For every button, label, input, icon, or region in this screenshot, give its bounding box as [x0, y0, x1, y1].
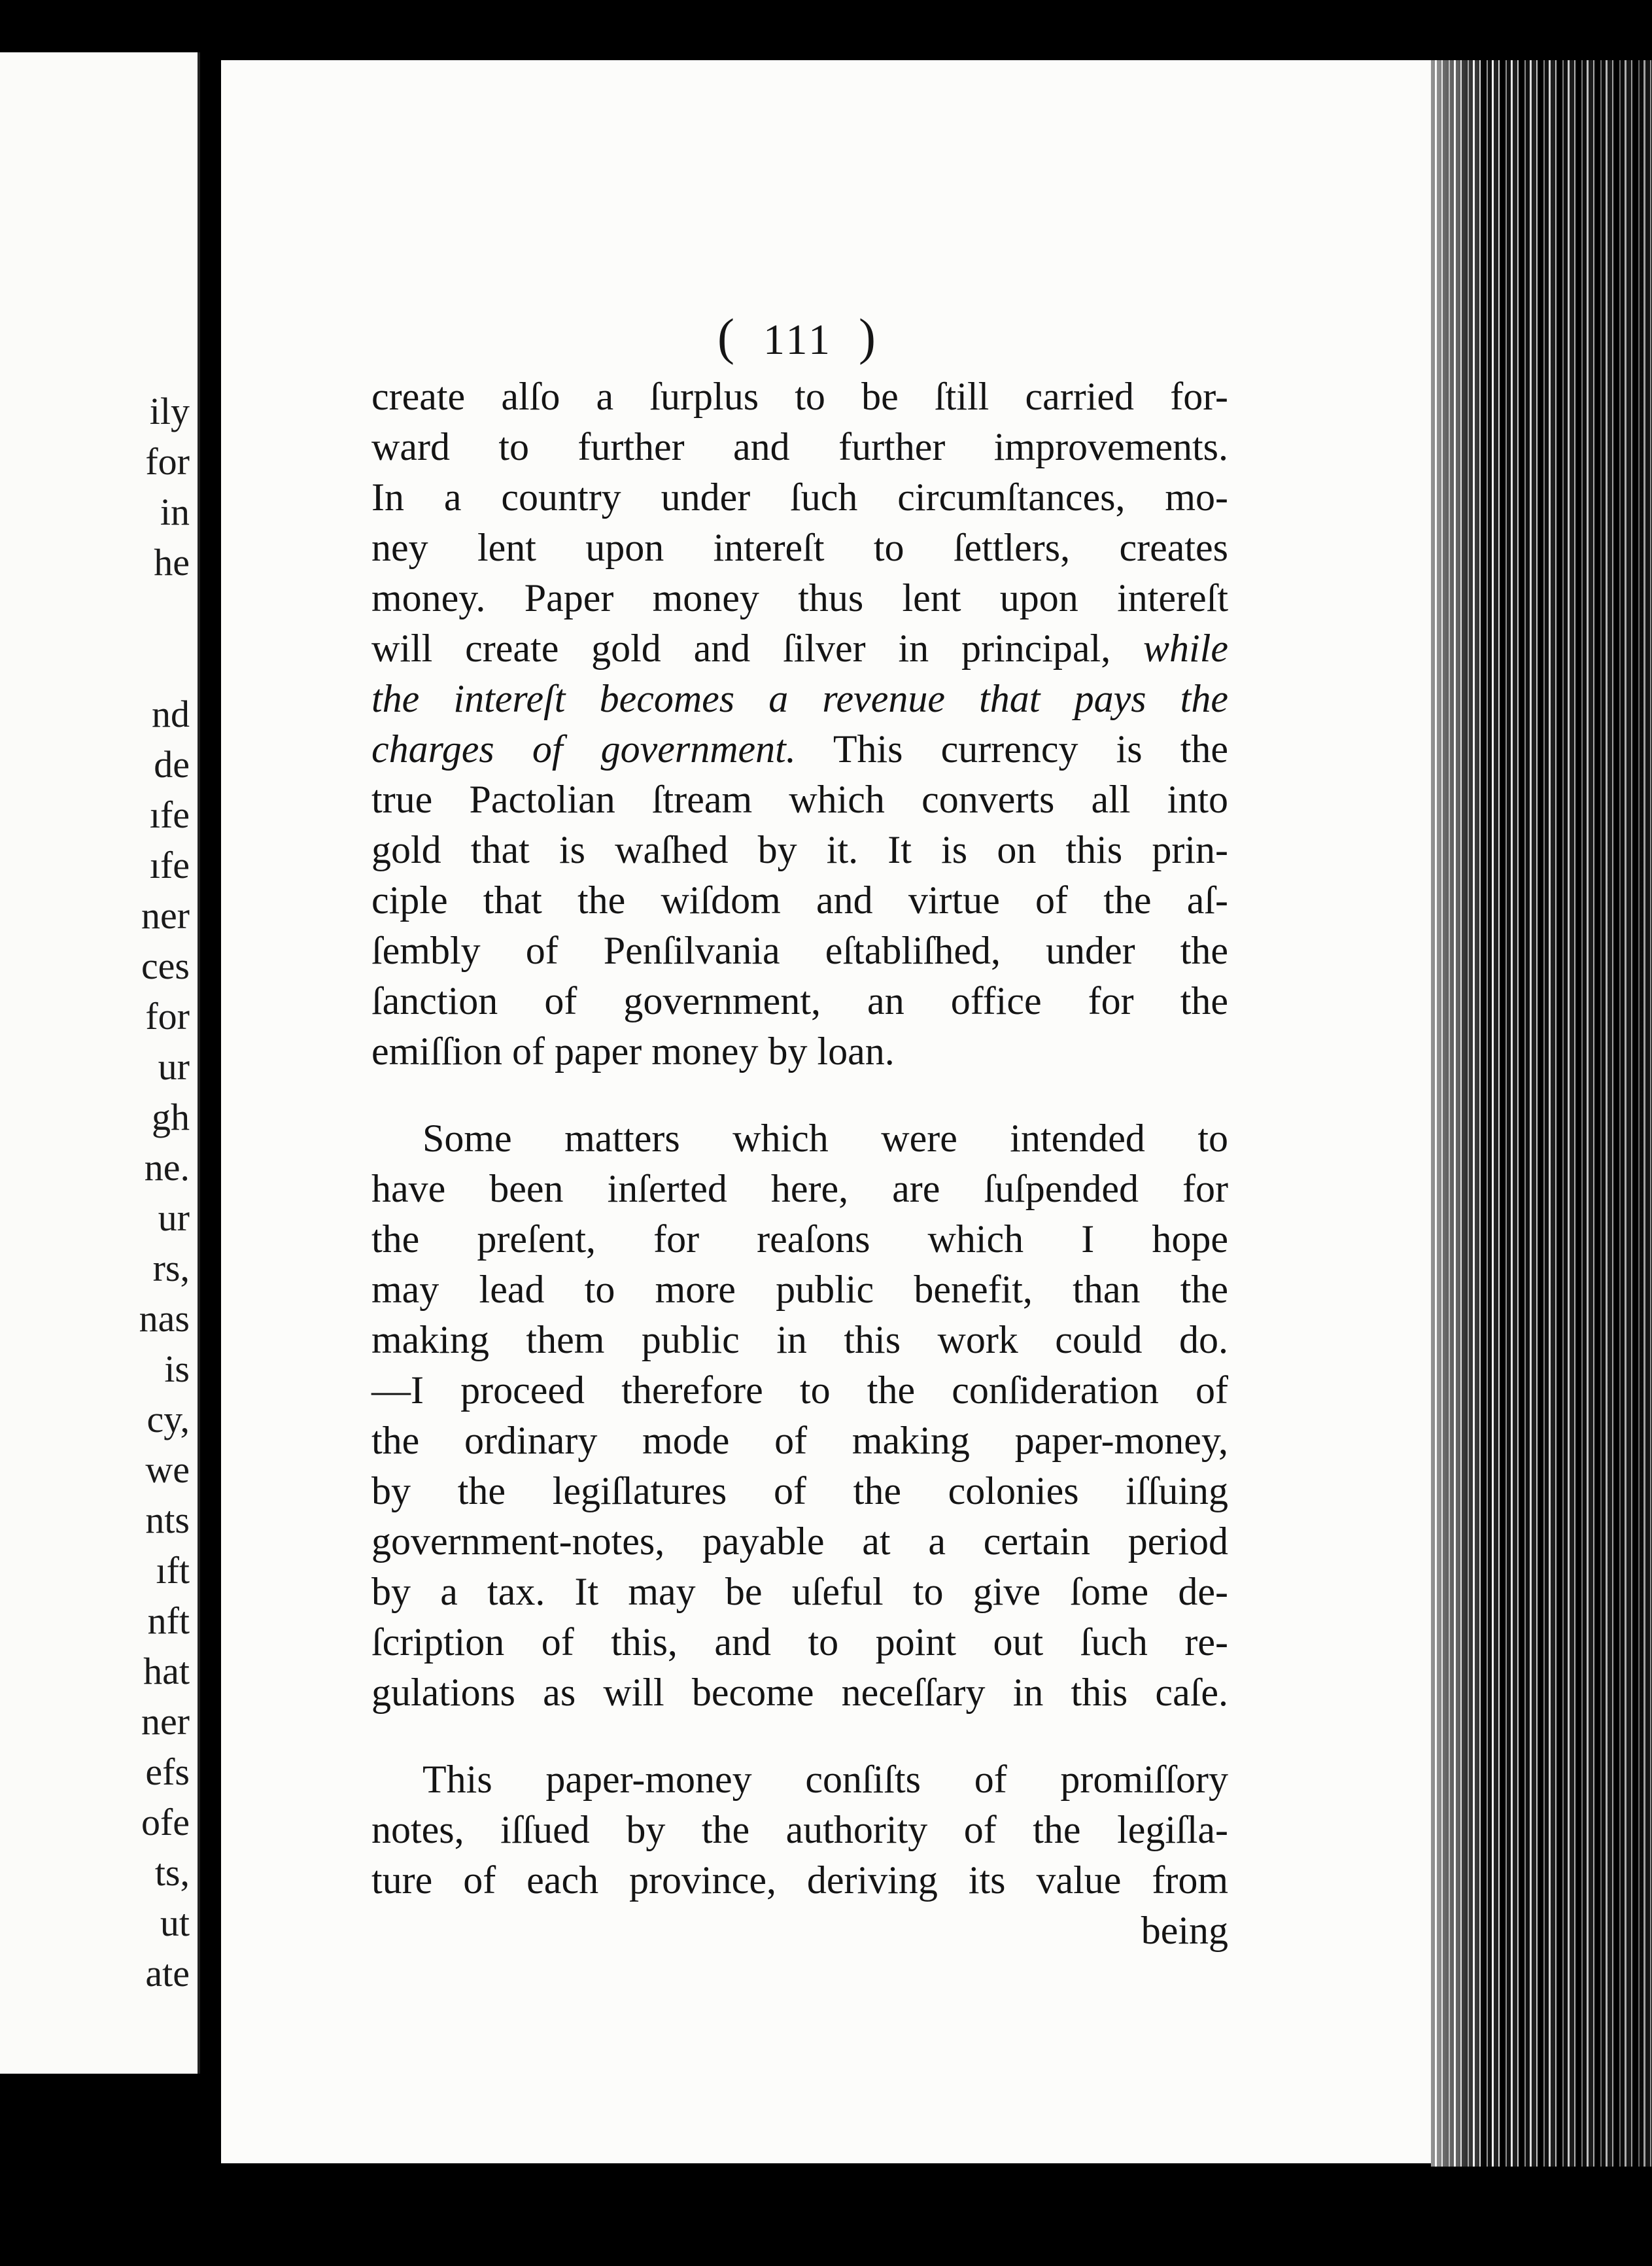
left-fragment: nft	[147, 1599, 190, 1642]
left-fragment: ıfe	[149, 793, 190, 836]
paragraph-break	[371, 1718, 1228, 1754]
left-fragment: ily	[149, 390, 190, 432]
text-line: create alſo a ſurplus to be ſtill carried for-	[371, 375, 1228, 418]
text-line: ſcription of this, and to point out ſuch re-	[371, 1620, 1228, 1664]
left-fragment: ıft	[156, 1549, 190, 1592]
text-run: This currency is the	[795, 727, 1228, 771]
page-edge-stack	[1431, 60, 1652, 2167]
left-fragment: efs	[145, 1751, 190, 1793]
left-fragment: ate	[145, 1952, 190, 1995]
left-fragment: de	[154, 743, 190, 786]
left-fragment: ne.	[144, 1146, 190, 1189]
paren-open: (	[717, 308, 737, 365]
text-line: gold that is waſhed by it. It is on this prin-	[371, 828, 1228, 871]
text-line: true Pactolian ſtream which converts all into	[371, 778, 1228, 821]
left-fragment: ofe	[141, 1801, 190, 1843]
left-fragment: is	[164, 1348, 190, 1390]
text-line: the ordinary mode of making paper-money,	[371, 1419, 1228, 1462]
left-fragment: gh	[152, 1096, 190, 1138]
text-line: money. Paper money thus lent upon intereſt	[371, 576, 1228, 619]
left-fragment: rs,	[152, 1247, 190, 1289]
text-line: ſembly of Penſilvania eſtabliſhed, under the	[371, 929, 1228, 972]
left-fragment: ur	[158, 1045, 190, 1088]
left-fragment: ts,	[154, 1851, 190, 1894]
left-fragment: cy,	[146, 1398, 190, 1440]
text-line: by the legiſlatures of the colonies iſſuing	[371, 1469, 1228, 1512]
text-line: the preſent, for reaſons which I hope	[371, 1217, 1228, 1261]
text-line: In a country under ſuch circumſtances, mo-	[371, 476, 1228, 519]
left-fragment: for	[145, 440, 190, 483]
text-line: notes, iſſued by the authority of the legiſla-	[371, 1808, 1228, 1851]
left-fragment: he	[154, 541, 190, 584]
text-line: may lead to more public benefit, than the	[371, 1268, 1228, 1311]
left-fragment: nas	[139, 1297, 190, 1340]
text-line: ciple that the wiſdom and virtue of the aſ-	[371, 879, 1228, 922]
italic-run: the intereſt becomes a revenue that pays the	[371, 677, 1228, 720]
text-line: have been inſerted here, are ſuſpended for	[371, 1167, 1228, 1210]
left-fragment: in	[160, 491, 190, 533]
left-fragment: ut	[160, 1902, 190, 1944]
text-line: ſanction of government, an office for the	[371, 979, 1228, 1022]
text-line	[371, 724, 1228, 775]
text-line: emiſſion of paper money by loan.	[371, 1030, 895, 1073]
left-fragment: hat	[143, 1650, 190, 1692]
italic-run: while	[1143, 627, 1228, 670]
left-fragment: nd	[152, 693, 190, 735]
left-fragment: ur	[158, 1196, 190, 1239]
left-fragment: ner	[141, 1700, 190, 1743]
text-line: making them public in this work could do.	[371, 1318, 1228, 1361]
left-fragment: nts	[145, 1499, 190, 1541]
text-line: Some matters which were intended to	[422, 1117, 1228, 1160]
body-text	[371, 372, 1228, 1956]
page-number: 111	[763, 316, 833, 364]
paren-close: )	[859, 308, 879, 365]
text-line: ward to further and further improvements.	[371, 425, 1228, 468]
left-fragment: ces	[141, 945, 190, 987]
italic-run: charges of government.	[371, 727, 796, 771]
text-line	[371, 674, 1228, 724]
text-line: ture of each province, deriving its value from	[371, 1858, 1228, 1902]
page-header	[680, 307, 916, 366]
text-run: will create gold and ſilver in principal,	[371, 627, 1143, 670]
text-line: gulations as will become neceſſary in this caſe.	[371, 1671, 1228, 1714]
text-line: This paper-money conſiſts of promiſſory	[422, 1758, 1228, 1801]
text-line: —I proceed therefore to the conſideration of	[371, 1368, 1228, 1412]
paragraph-break	[371, 1077, 1228, 1113]
left-fragment: ner	[141, 894, 190, 937]
text-line: ney lent upon intereſt to ſettlers, creates	[371, 526, 1228, 569]
text-line: by a tax. It may be uſeful to give ſome de-	[371, 1570, 1228, 1613]
left-fragment: we	[145, 1448, 190, 1491]
catchword: being	[1141, 1909, 1228, 1952]
left-fragment: for	[145, 995, 190, 1037]
left-fragment: ıfe	[149, 844, 190, 886]
previous-page-fragment	[0, 52, 200, 2074]
text-line	[371, 623, 1228, 674]
text-line: government-notes, payable at a certain period	[371, 1520, 1228, 1563]
